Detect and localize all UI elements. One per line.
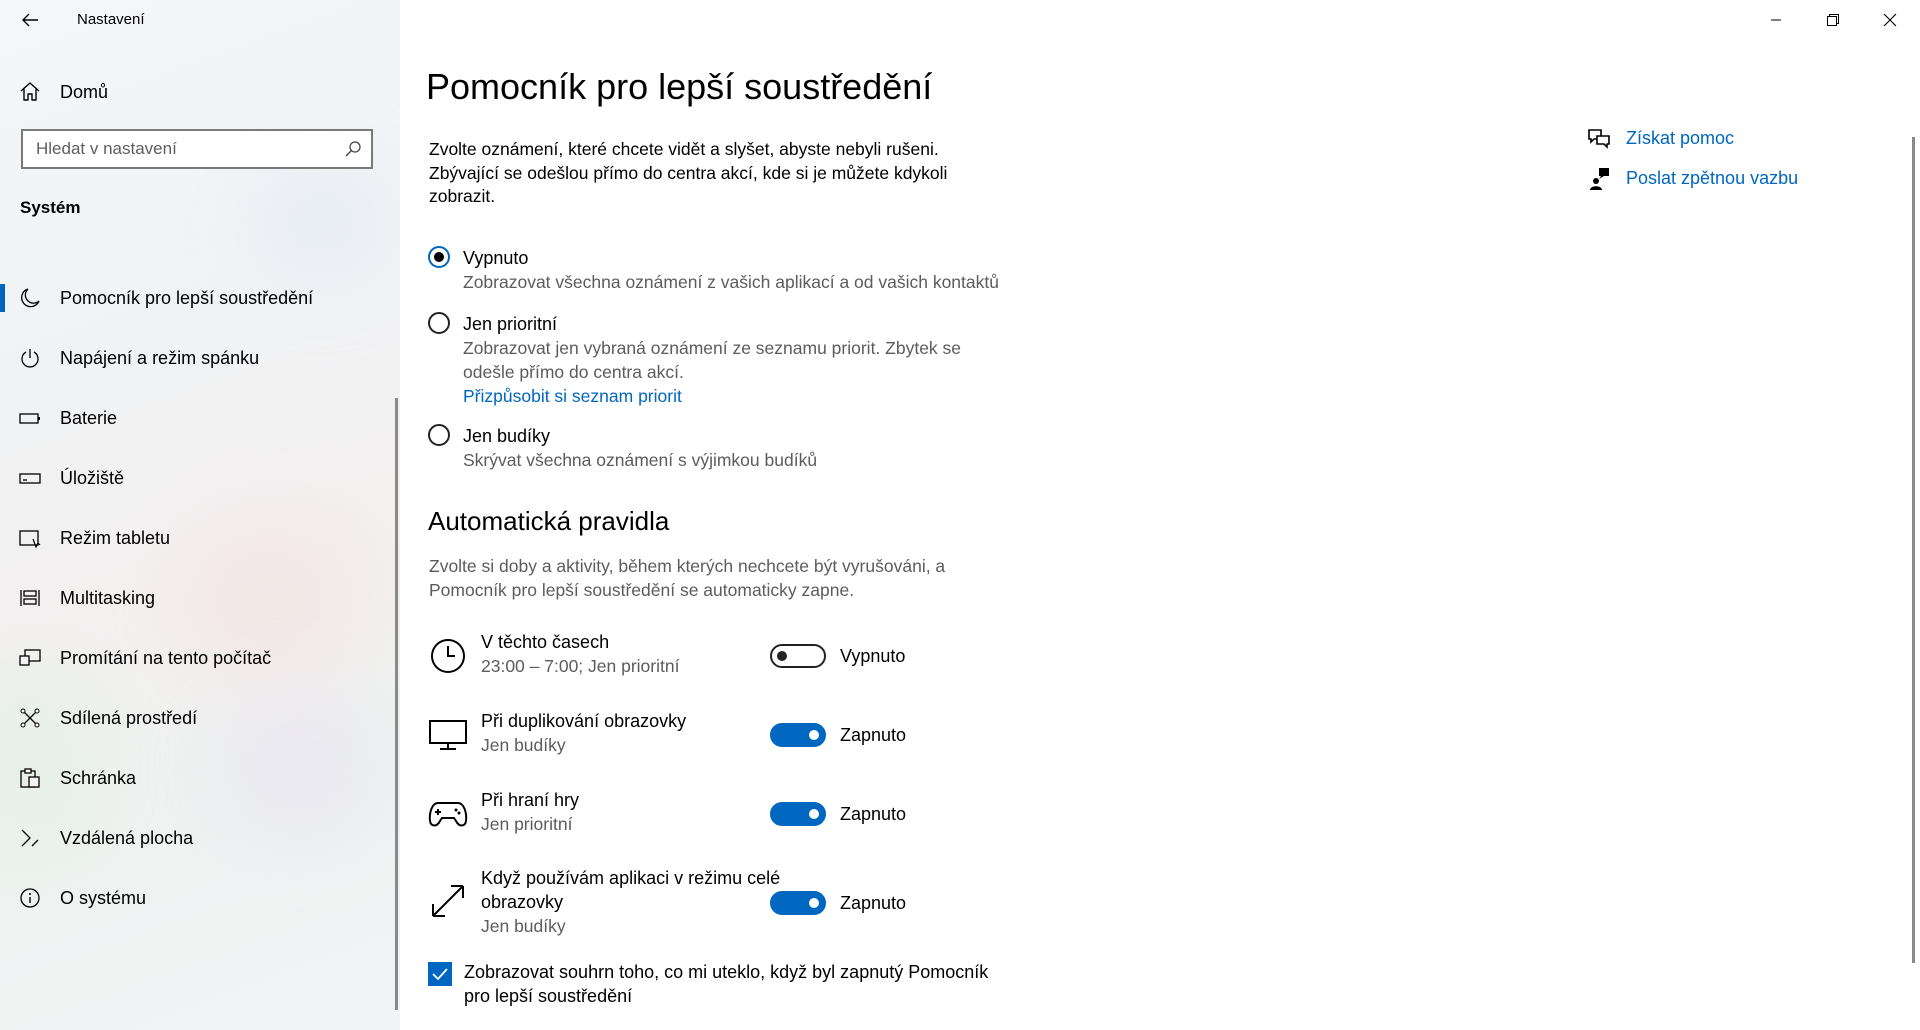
radio-button[interactable] xyxy=(428,246,450,268)
toggle-state-label: Zapnuto xyxy=(840,724,907,745)
toggle-state-label: Zapnuto xyxy=(840,892,907,913)
sidebar-item-label: Pomocník pro lepší soustředění xyxy=(60,287,314,308)
get-help-link[interactable] xyxy=(1585,127,1734,149)
sidebar-item-label: Úložiště xyxy=(60,467,125,488)
toggle-switch[interactable] xyxy=(770,802,826,826)
sidebar-item-label: Sdílená prostředí xyxy=(60,707,198,728)
storage-icon xyxy=(0,467,60,489)
toggle-state-label: Zapnuto xyxy=(840,803,907,824)
rule-sublabel: Jen prioritní xyxy=(481,814,573,834)
automatic-rules-heading: Automatická pravidla xyxy=(428,506,670,536)
toggle-switch[interactable] xyxy=(770,644,826,668)
intro-text: Zvolte oznámení, které chcete vidět a slyšet, abyste nebyli rušeni. Zbývající se odešlou přímo do centra akcí, kde si je můžete kdykoli zobrazit. xyxy=(429,139,948,206)
sidebar-item-clipboard[interactable] xyxy=(0,758,398,798)
sidebar-item-label: Vzdálená plocha xyxy=(60,827,194,848)
search-icon[interactable] xyxy=(335,140,371,158)
clipboard-icon xyxy=(0,767,60,789)
radio-option-off[interactable] xyxy=(428,246,1003,294)
radio-label: Jen budíky xyxy=(463,426,551,446)
radio-option-priority-only[interactable] xyxy=(428,312,1003,408)
rule-sublabel: 23:00 – 7:00; Jen prioritní xyxy=(481,656,680,676)
sidebar-scrollbar[interactable] xyxy=(395,398,398,1010)
rule-label: Při duplikování obrazovky xyxy=(481,711,687,731)
main-scrollbar[interactable] xyxy=(1912,137,1915,963)
sidebar-item-about[interactable] xyxy=(0,878,398,918)
summary-checkbox[interactable] xyxy=(428,962,452,986)
gamepad-icon xyxy=(428,794,468,834)
radio-description: Skrývat všechna oznámení s výjimkou budíků xyxy=(463,450,818,470)
remote-desktop-icon xyxy=(0,827,60,849)
search-input[interactable] xyxy=(23,139,335,159)
toggle-state-label: Vypnuto xyxy=(840,645,906,666)
tablet-mode-icon xyxy=(0,527,60,549)
send-feedback-label: Poslat zpětnou vazbu xyxy=(1626,167,1799,188)
moon-icon xyxy=(0,287,60,309)
radio-label: Vypnuto xyxy=(463,248,529,268)
minimize-icon xyxy=(1770,14,1782,26)
sidebar-item-tablet-mode[interactable] xyxy=(0,518,398,558)
back-arrow-icon xyxy=(18,8,42,32)
info-icon xyxy=(0,887,60,909)
summary-checkbox-row[interactable] xyxy=(428,960,1004,1008)
radio-button[interactable] xyxy=(428,312,450,334)
rule-label: Když používám aplikaci v režimu celé obrazovky xyxy=(481,868,781,912)
home-label: Domů xyxy=(60,81,109,102)
search-box[interactable] xyxy=(21,129,373,169)
sidebar-item-remote-desktop[interactable] xyxy=(0,818,398,858)
send-feedback-link[interactable] xyxy=(1585,166,1798,190)
radio-description: Zobrazovat všechna oznámení z vašich aplikací a od vašich kontaktů xyxy=(463,272,999,292)
radio-option-alarms-only[interactable] xyxy=(428,424,1003,472)
sidebar-item-storage[interactable] xyxy=(0,458,398,498)
multitasking-icon xyxy=(0,587,60,609)
feedback-icon xyxy=(1585,166,1613,190)
monitor-icon xyxy=(428,715,468,755)
sidebar-item-label: Promítání na tento počítač xyxy=(60,647,272,668)
sidebar-item-multitasking[interactable] xyxy=(0,578,398,618)
toggle-switch[interactable] xyxy=(770,891,826,915)
checkmark-icon xyxy=(431,965,449,983)
sidebar xyxy=(0,0,400,1030)
section-label: Systém xyxy=(20,198,81,217)
radio-label: Jen prioritní xyxy=(463,314,558,334)
rule-during-these-times[interactable] xyxy=(428,630,948,686)
rule-label: V těchto časech xyxy=(481,632,610,652)
sidebar-item-label: Napájení a režim spánku xyxy=(60,347,260,368)
radio-description: Zobrazovat jen vybraná oznámení ze seznamu priorit. Zbytek se odešle přímo do centra akcí. xyxy=(463,338,962,382)
summary-checkbox-label: Zobrazovat souhrn toho, co mi uteklo, když byl zapnutý Pomocník pro lepší soustředění xyxy=(464,962,989,1006)
back-button[interactable] xyxy=(18,8,42,32)
radio-button[interactable] xyxy=(428,424,450,446)
shared-experiences-icon xyxy=(0,707,60,729)
home-icon xyxy=(18,80,42,104)
automatic-rules-description: Zvolte si doby a aktivity, během kterých nechcete být vyrušováni, a Pomocník pro lepší soustředění se automaticky zapne. xyxy=(429,556,946,600)
minimize-button[interactable] xyxy=(1746,0,1806,40)
customize-priority-link[interactable]: Přizpůsobit si seznam priorit xyxy=(463,386,682,406)
get-help-label: Získat pomoc xyxy=(1626,127,1735,148)
sidebar-item-label: Baterie xyxy=(60,407,118,428)
sidebar-item-power-sleep[interactable] xyxy=(0,338,398,378)
home-link[interactable] xyxy=(18,78,108,106)
toggle-switch[interactable] xyxy=(770,723,826,747)
close-icon xyxy=(1883,13,1897,27)
page-title: Pomocník pro lepší soustředění xyxy=(426,66,933,107)
rule-playing-game[interactable] xyxy=(428,788,948,844)
sidebar-item-shared-experiences[interactable] xyxy=(0,698,398,738)
sidebar-item-label: Multitasking xyxy=(60,587,156,608)
rule-duplicating-display[interactable] xyxy=(428,709,948,765)
rule-fullscreen-app[interactable] xyxy=(428,866,948,946)
sidebar-item-focus-assist[interactable] xyxy=(0,278,398,318)
help-chat-icon xyxy=(1585,127,1613,149)
window-title: Nastavení xyxy=(77,11,145,28)
sidebar-item-label: O systému xyxy=(60,887,147,908)
clock-icon xyxy=(428,636,468,676)
sidebar-item-label: Schránka xyxy=(60,767,137,788)
rule-label: Při hraní hry xyxy=(481,790,580,810)
restore-button[interactable] xyxy=(1803,0,1863,40)
sidebar-item-battery[interactable] xyxy=(0,398,398,438)
fullscreen-icon xyxy=(428,881,468,921)
projecting-icon xyxy=(0,647,60,669)
sidebar-item-projecting[interactable] xyxy=(0,638,398,678)
rule-sublabel: Jen budíky xyxy=(481,735,566,755)
sidebar-item-label: Režim tabletu xyxy=(60,527,171,548)
rule-sublabel: Jen budíky xyxy=(481,916,566,936)
restore-icon xyxy=(1826,13,1840,27)
close-button[interactable] xyxy=(1860,0,1920,40)
power-icon xyxy=(0,347,60,369)
battery-icon xyxy=(0,407,60,429)
